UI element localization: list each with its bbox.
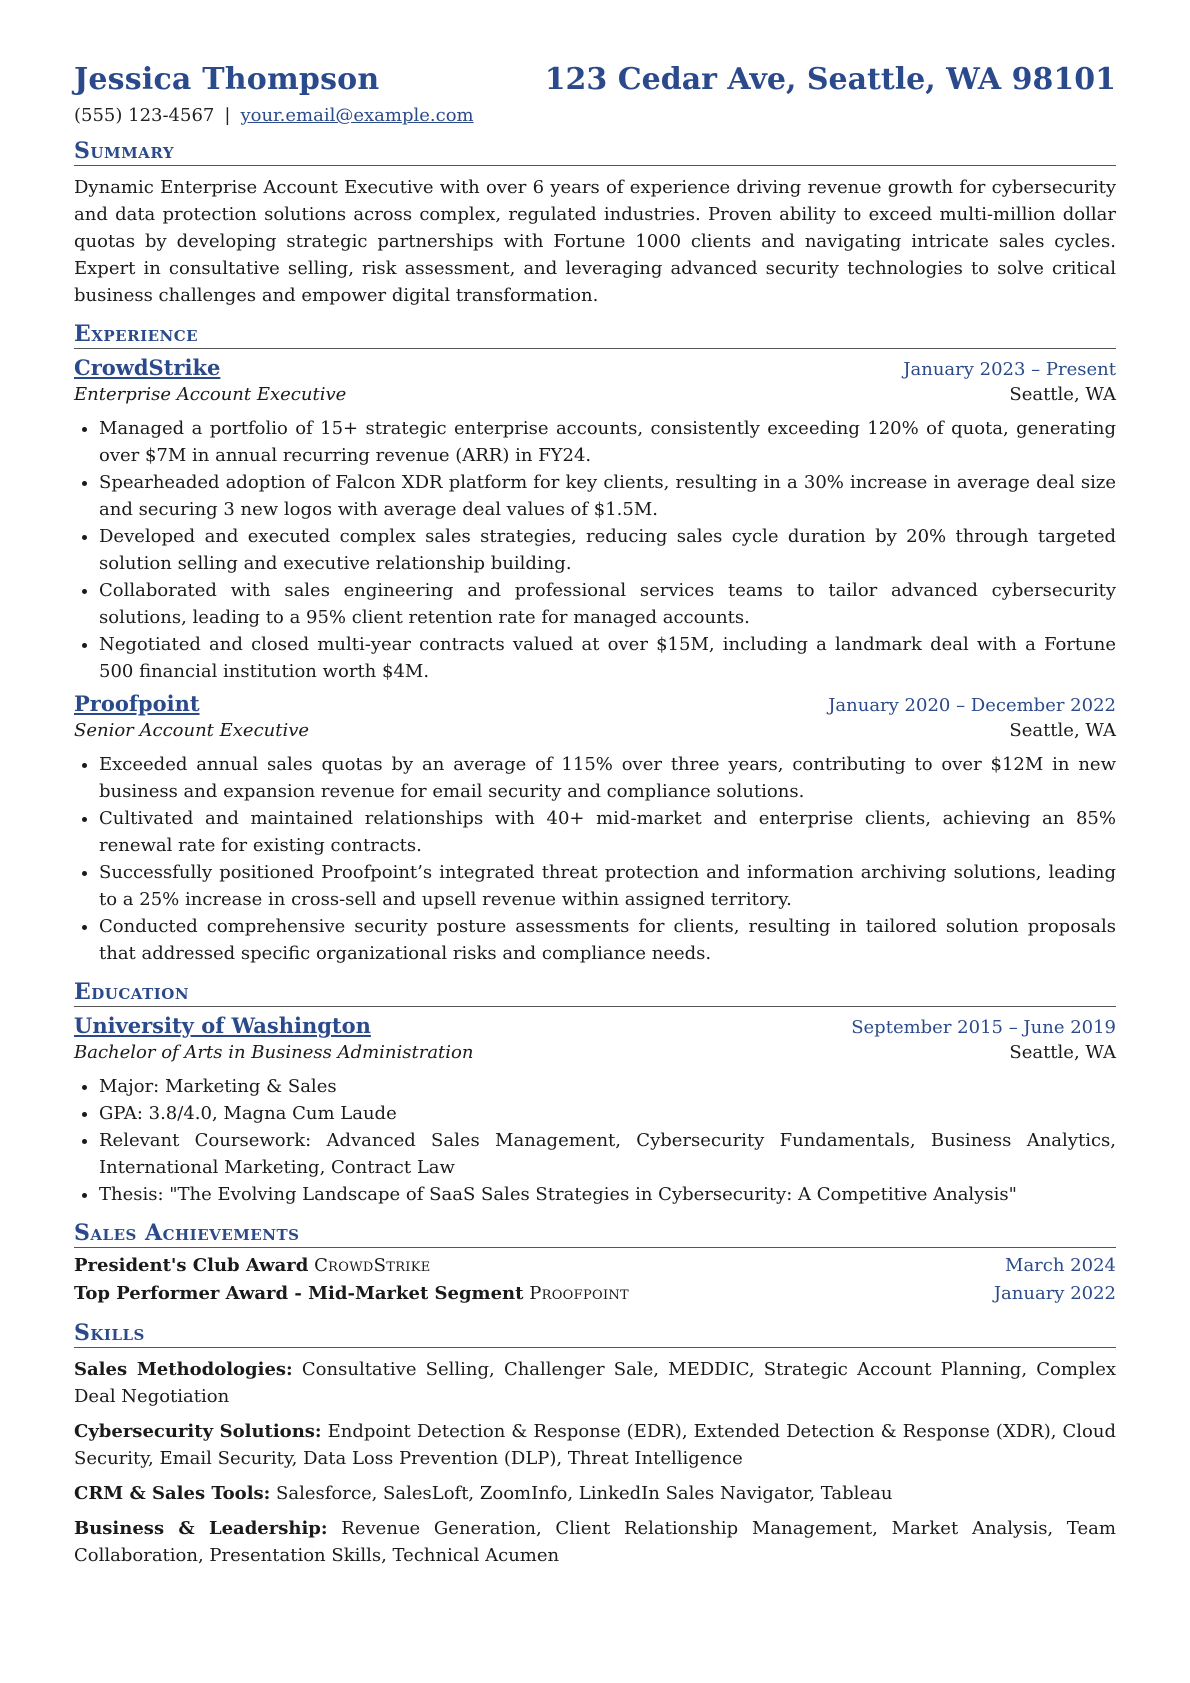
skill-values: Salesforce, SalesLoft, ZoomInfo, LinkedIn Sales Navigator, Tableau bbox=[276, 1483, 893, 1504]
list-item: • Negotiated and closed multi-year contracts valued at over $15M, including a landmark deal with a Fortune 500 financial institution worth $4M. bbox=[99, 631, 1116, 685]
skill-group bbox=[74, 1418, 1116, 1472]
school-link[interactable]: University of Washington bbox=[74, 1013, 371, 1038]
candidate-name: Jessica Thompson bbox=[74, 62, 380, 97]
list-item: • Major: Marketing & Sales bbox=[99, 1073, 1116, 1100]
job-location: Seattle, WA bbox=[1009, 384, 1116, 405]
resume-header bbox=[74, 62, 1116, 97]
education-dates: September 2015 – June 2019 bbox=[851, 1017, 1116, 1038]
skill-label: CRM & Sales Tools: bbox=[74, 1483, 271, 1504]
list-item: • Cultivated and maintained relationships with 40+ mid-market and enterprise clients, achieving an 85% renewal rate for existing contracts. bbox=[99, 805, 1116, 859]
skill-group bbox=[74, 1356, 1116, 1410]
skill-values: Revenue Generation, Client Relationship Management, Market Analysis, Team Collaboration, Presentation Skills, Technical Acumen bbox=[74, 1518, 1116, 1566]
list-item: • Conducted comprehensive security posture assessments for clients, resulting in tailored solution proposals that addressed specific organizational risks and compliance needs. bbox=[99, 913, 1116, 967]
skill-group bbox=[74, 1515, 1116, 1569]
job-entry bbox=[74, 355, 1116, 685]
award-name: President's Club Award bbox=[74, 1255, 309, 1276]
job-bullets bbox=[74, 415, 1116, 685]
skill-values: Endpoint Detection & Response (EDR), Extended Detection & Response (XDR), Cloud Security, Email Security, Data Loss Prevention (DLP), Threat Intelligence bbox=[74, 1421, 1116, 1469]
achievements-heading: Sales Achievements bbox=[74, 1220, 1116, 1248]
job-dates: January 2023 – Present bbox=[903, 359, 1116, 380]
list-item: • Managed a portfolio of 15+ strategic enterprise accounts, consistently exceeding 120% of quota, generating over $7M in annual recurring revenue (ARR) in FY24. bbox=[99, 415, 1116, 469]
company-link[interactable]: CrowdStrike bbox=[74, 355, 221, 380]
skill-label: Business & Leadership: bbox=[74, 1518, 328, 1539]
degree: Bachelor of Arts in Business Administration bbox=[74, 1042, 474, 1063]
list-item: • Spearheaded adoption of Falcon XDR platform for key clients, resulting in a 30% increase in average deal size and securing 3 new logos with average deal values of $1.5M. bbox=[99, 469, 1116, 523]
summary-heading: Summary bbox=[74, 138, 1116, 166]
contact-separator: | bbox=[224, 105, 231, 126]
skills-heading: Skills bbox=[74, 1320, 1116, 1348]
award-org: CrowdStrike bbox=[314, 1255, 431, 1276]
skill-values: Consultative Selling, Challenger Sale, MEDDIC, Strategic Account Planning, Complex Deal Negotiation bbox=[74, 1359, 1117, 1407]
skill-label: Sales Methodologies: bbox=[74, 1359, 293, 1380]
summary-text: Dynamic Enterprise Account Executive with over 6 years of experience driving revenue growth for cybersecurity and data protection solutions across complex, regulated industries. Proven ability to exceed multi-million dollar quotas by developing strategic partnerships with Fortune 1000 clients and navigating intricate sales cycles. Expert in consultative selling, risk assessment, and leveraging advanced security technologies to solve critical business challenges and empower digital transformation. bbox=[74, 177, 1116, 306]
skill-label: Cybersecurity Solutions: bbox=[74, 1421, 322, 1442]
list-item: • Collaborated with sales engineering and professional services teams to tailor advanced cybersecurity solutions, leading to a 95% client retention rate for managed accounts. bbox=[99, 577, 1116, 631]
list-item: • Successfully positioned Proofpoint’s integrated threat protection and information archiving solutions, leading to a 25% increase in cross-sell and upsell revenue within assigned territory. bbox=[99, 859, 1116, 913]
list-item: • Thesis: "The Evolving Landscape of SaaS Sales Strategies in Cybersecurity: A Competitive Analysis" bbox=[99, 1181, 1116, 1208]
award-name: Top Performer Award - Mid-Market Segment bbox=[74, 1283, 524, 1304]
education-heading: Education bbox=[74, 979, 1116, 1007]
job-bullets bbox=[74, 751, 1116, 967]
candidate-address: 123 Cedar Ave, Seattle, WA 98101 bbox=[544, 62, 1116, 97]
skill-group bbox=[74, 1480, 1116, 1507]
list-item: • Relevant Coursework: Advanced Sales Management, Cybersecurity Fundamentals, Business Analytics, International Marketing, Contract Law bbox=[99, 1127, 1116, 1181]
company-link[interactable]: Proofpoint bbox=[74, 691, 200, 716]
award-org: Proofpoint bbox=[529, 1283, 630, 1304]
contact-line bbox=[74, 105, 1116, 126]
job-role: Enterprise Account Executive bbox=[74, 384, 347, 405]
achievements-list bbox=[74, 1252, 1116, 1308]
job-dates: January 2020 – December 2022 bbox=[828, 695, 1116, 716]
education-bullets bbox=[74, 1073, 1116, 1208]
job-role: Senior Account Executive bbox=[74, 720, 310, 741]
list-item: • Exceeded annual sales quotas by an average of 115% over three years, contributing to over $12M in new business and expansion revenue for email security and compliance solutions. bbox=[99, 751, 1116, 805]
experience-heading: Experience bbox=[74, 321, 1116, 349]
list-item: • Developed and executed complex sales strategies, reducing sales cycle duration by 20% through targeted solution selling and executive relationship building. bbox=[99, 523, 1116, 577]
education-location: Seattle, WA bbox=[1009, 1042, 1116, 1063]
email-link[interactable]: your.email@example.com bbox=[240, 105, 474, 126]
award-date: March 2024 bbox=[1005, 1255, 1116, 1276]
award-date: January 2022 bbox=[993, 1283, 1116, 1304]
education-entry bbox=[74, 1013, 1116, 1208]
achievement-row bbox=[74, 1280, 1116, 1308]
phone-number: (555) 123-4567 bbox=[74, 105, 215, 126]
job-entry bbox=[74, 691, 1116, 967]
list-item: • GPA: 3.8/4.0, Magna Cum Laude bbox=[99, 1100, 1116, 1127]
achievement-row bbox=[74, 1252, 1116, 1280]
job-location: Seattle, WA bbox=[1009, 720, 1116, 741]
